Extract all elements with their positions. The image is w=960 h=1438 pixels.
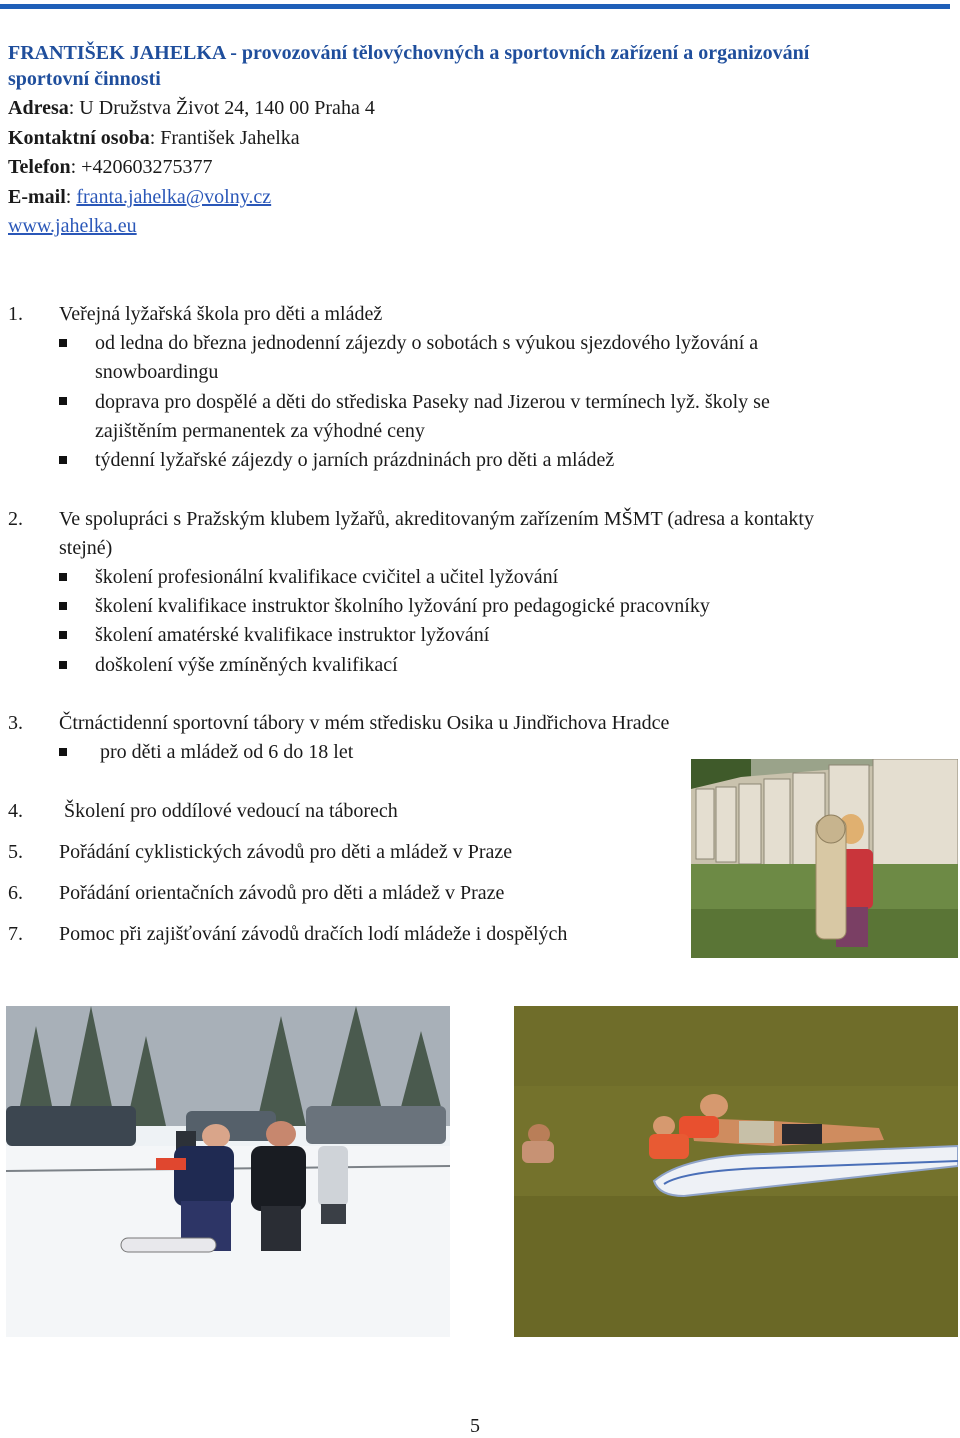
section-6-title: Pořádání orientačních závodů pro děti a mládež v Praze <box>59 882 505 904</box>
section-5-number: 5. <box>8 841 23 863</box>
bullet-icon <box>59 661 67 669</box>
section-1-number: 1. <box>8 303 23 325</box>
top-rule <box>0 4 950 9</box>
section-1-bullet-1-line2: snowboardingu <box>95 361 219 383</box>
kids-lake-photo <box>514 1006 958 1337</box>
email-label: E-mail <box>8 186 66 208</box>
bullet-icon <box>59 339 67 347</box>
camp-tents-photo <box>691 759 958 958</box>
bullet-icon <box>59 397 67 405</box>
kids-skiing-photo <box>6 1006 450 1337</box>
section-7-title: Pomoc při zajišťování závodů dračích lodí mládeže i dospělých <box>59 923 568 945</box>
phone-label: Telefon <box>8 156 71 178</box>
bullet-icon <box>59 602 67 610</box>
section-2-bullet-1: školení profesionální kvalifikace cvičitel a učitel lyžování <box>95 566 559 588</box>
section-7-number: 7. <box>8 923 23 945</box>
section-3-title: Čtrnáctidenní sportovní tábory v mém středisku Osika u Jindřichova Hradce <box>59 712 670 734</box>
section-2-title-line2: stejné) <box>59 537 113 559</box>
section-2-title-line1: Ve spolupráci s Pražským klubem lyžařů, akreditovaným zařízením MŠMT (adresa a kontakty <box>59 508 814 530</box>
section-2-bullet-2: školení kvalifikace instruktor školního lyžování pro pedagogické pracovníky <box>95 595 710 617</box>
section-2-bullet-4: doškolení výše zmíněných kvalifikací <box>95 654 398 676</box>
page-number: 5 <box>470 1415 480 1437</box>
section-2-bullet-3: školení amatérské kvalifikace instruktor lyžování <box>95 624 490 646</box>
section-1-bullet-1-line1: od ledna do března jednodenní zájezdy o sobotách s výukou sjezdového lyžování a <box>95 332 759 354</box>
bullet-icon <box>59 456 67 464</box>
section-6-number: 6. <box>8 882 23 904</box>
company-title-line2: sportovní činnosti <box>8 68 161 90</box>
bullet-icon <box>59 631 67 639</box>
section-5-title: Pořádání cyklistických závodů pro děti a mládež v Praze <box>59 841 513 863</box>
email-line <box>8 184 271 210</box>
section-4-title: Školení pro oddílové vedoucí na táborech <box>64 800 398 822</box>
contact-label: Kontaktní osoba <box>8 127 150 149</box>
section-3-bullet-1: pro děti a mládež od 6 do 18 let <box>100 741 354 763</box>
section-4-number: 4. <box>8 800 23 822</box>
phone-line <box>8 154 212 180</box>
address-line <box>8 95 375 121</box>
bullet-icon <box>59 748 67 756</box>
address-value: : U Družstva Život 24, 140 00 Praha 4 <box>68 97 375 119</box>
section-2-number: 2. <box>8 508 23 530</box>
email-link[interactable]: franta.jahelka@volny.cz <box>76 186 272 208</box>
section-3-number: 3. <box>8 712 23 734</box>
contact-value: : František Jahelka <box>149 127 300 149</box>
phone-value: : +420603275377 <box>70 156 213 178</box>
section-1-bullet-3: týdenní lyžařské zájezdy o jarních prázdninách pro děti a mládež <box>95 449 615 471</box>
email-separator: : <box>65 186 77 208</box>
contact-line <box>8 125 300 151</box>
address-label: Adresa <box>8 97 69 119</box>
section-1-title: Veřejná lyžařská škola pro děti a mládež <box>59 303 383 325</box>
website-link[interactable]: www.jahelka.eu <box>8 215 137 237</box>
section-1-bullet-2-line1: doprava pro dospělé a děti do střediska Paseky nad Jizerou v termínech lyž. školy se <box>95 391 770 413</box>
company-title-line1: FRANTIŠEK JAHELKA - provozování tělovýchovných a sportovních zařízení a organizování <box>8 42 810 64</box>
bullet-icon <box>59 573 67 581</box>
section-1-bullet-2-line2: zajištěním permanentek za výhodné ceny <box>95 420 425 442</box>
